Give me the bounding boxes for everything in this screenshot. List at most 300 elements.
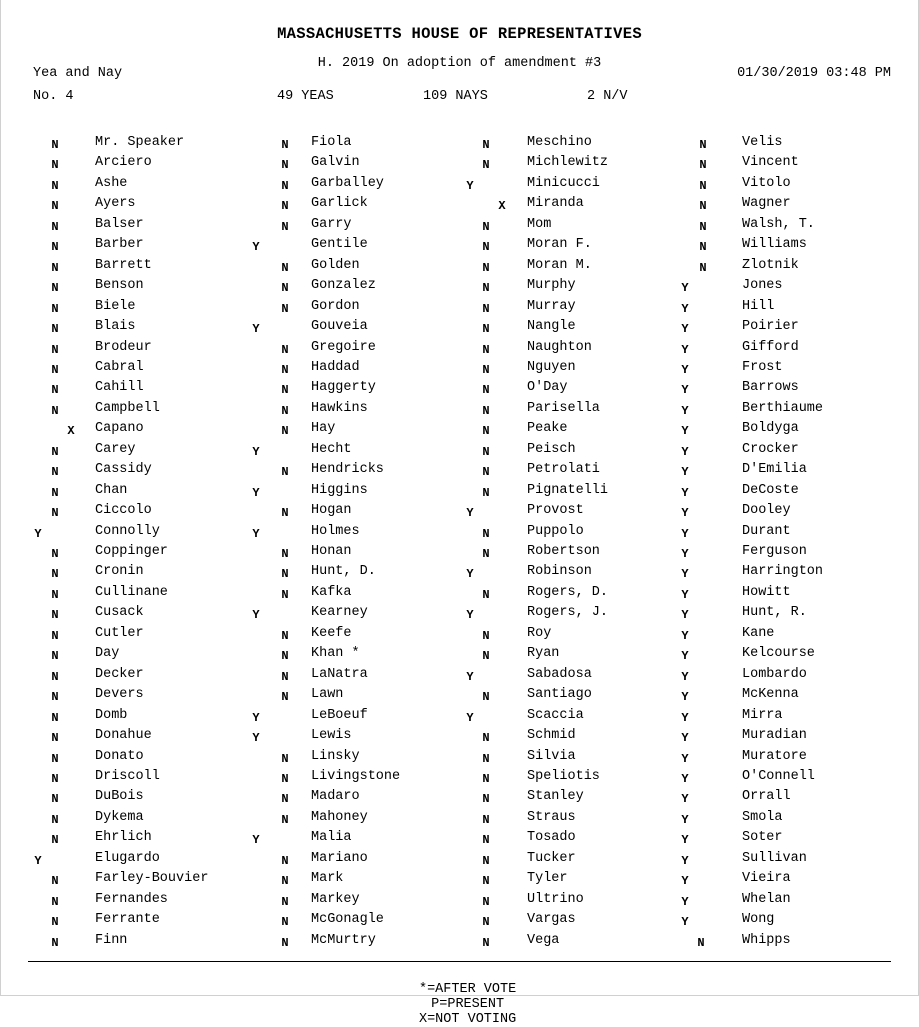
roster-row <box>680 237 895 257</box>
vote-mark: N <box>281 547 289 561</box>
member-name: Domb <box>95 707 128 723</box>
vote-mark: N <box>482 628 490 643</box>
vote-mark: N <box>51 362 59 377</box>
member-name: Kelcourse <box>742 646 815 662</box>
roster-row <box>249 340 464 360</box>
roster-row <box>465 789 680 809</box>
roster-row <box>465 319 680 339</box>
member-name: Harrington <box>742 564 824 580</box>
roster-row <box>249 483 464 503</box>
vote-mark: N <box>51 260 59 275</box>
vote-mark: Y <box>681 649 689 664</box>
vote-mark: N <box>281 342 289 357</box>
member-name: Elugardo <box>95 850 160 866</box>
vote-mark: N <box>51 731 59 746</box>
member-name: Honan <box>311 544 352 559</box>
roster-row <box>249 769 464 789</box>
vote-mark: N <box>51 894 59 909</box>
roster-row <box>33 626 248 646</box>
roster-row <box>33 830 248 850</box>
vote-mark: N <box>51 485 59 500</box>
roll-call-number: No. 4 <box>33 89 74 104</box>
member-name: Finn <box>95 932 128 948</box>
vote-mark: Y <box>252 608 260 623</box>
vote-mark: N <box>699 158 707 173</box>
vote-mark: N <box>482 362 490 377</box>
member-name: Boldyga <box>742 421 799 437</box>
roster-row <box>249 176 464 196</box>
roster-row <box>465 708 680 728</box>
vote-mark: N <box>281 853 289 868</box>
vote-mark: N <box>51 403 59 418</box>
roster-row <box>249 217 464 237</box>
roster-row <box>465 421 680 441</box>
roster-row <box>33 176 248 196</box>
vote-mark: X <box>67 424 75 439</box>
roster-row <box>249 851 464 871</box>
member-name: Driscoll <box>95 768 160 784</box>
vote-mark: Y <box>681 710 689 725</box>
roster-row <box>465 483 680 503</box>
member-name: Hunt, R. <box>742 605 807 621</box>
roster-row <box>33 155 248 175</box>
member-name: Brodeur <box>95 339 152 355</box>
vote-mark: N <box>482 219 490 234</box>
vote-mark: Y <box>466 506 474 521</box>
roster-row <box>465 217 680 237</box>
roster-row <box>465 237 680 257</box>
vote-mark: N <box>482 485 490 500</box>
vote-mark: N <box>482 424 490 439</box>
vote-mark: N <box>281 465 289 480</box>
vote-mark: N <box>482 322 490 337</box>
member-name: Walsh, T. <box>742 216 815 232</box>
member-name: Puppolo <box>527 523 584 539</box>
member-name: Petrolati <box>527 462 600 478</box>
vote-mark: Y <box>681 567 689 582</box>
member-name: Donahue <box>95 728 152 744</box>
vote-mark: N <box>51 178 59 193</box>
member-name: Cusack <box>95 605 144 621</box>
vote-mark: N <box>281 158 289 173</box>
member-name: O'Connell <box>742 768 815 784</box>
member-name: Soter <box>742 830 783 846</box>
member-name: Mirra <box>742 707 783 723</box>
roster-row <box>680 708 895 728</box>
member-name: Lawn <box>311 687 344 703</box>
member-name: Vincent <box>742 155 799 171</box>
vote-mark: Y <box>681 833 689 848</box>
page-title: MASSACHUSETTS HOUSE OF REPRESENTATIVES <box>277 25 642 43</box>
member-name: Whipps <box>742 932 791 948</box>
vote-mark: N <box>51 628 59 643</box>
vote-mark: Y <box>466 669 474 684</box>
member-name: Naughton <box>527 339 592 355</box>
roster-row <box>33 299 248 319</box>
member-name: Pignatelli <box>527 482 609 498</box>
member-name: Muratore <box>742 748 807 764</box>
vote-mark: Y <box>466 567 474 582</box>
member-name: Farley-Bouvier <box>95 871 209 887</box>
vote-mark: N <box>482 547 490 561</box>
vote-mark: N <box>699 199 707 214</box>
vote-mark: N <box>482 526 490 541</box>
vote-mark: Y <box>681 506 689 521</box>
member-name: Carey <box>95 441 136 457</box>
vote-mark: N <box>51 567 59 582</box>
roster-row <box>33 687 248 707</box>
roster-row <box>465 646 680 666</box>
member-name: Miranda <box>527 196 584 212</box>
roster-row <box>33 360 248 380</box>
vote-mark: N <box>281 403 289 418</box>
roster-row <box>680 912 895 932</box>
member-name: Fernandes <box>95 891 168 907</box>
member-name: Tyler <box>527 871 568 887</box>
roster-row <box>465 687 680 707</box>
member-name: Hill <box>742 298 775 314</box>
member-name: Donato <box>95 748 144 764</box>
roster-row <box>33 340 248 360</box>
member-name: Lombardo <box>742 666 807 682</box>
member-name: Roy <box>527 625 552 641</box>
member-name: Livingstone <box>311 768 401 784</box>
vote-mark: Y <box>252 710 260 725</box>
vote-mark: Y <box>681 362 689 377</box>
member-name: Tosado <box>527 830 576 846</box>
member-name: Silvia <box>527 748 576 764</box>
roster-row <box>33 196 248 216</box>
vote-mark: N <box>51 219 59 234</box>
vote-mark: Y <box>681 322 689 337</box>
vote-mark: N <box>281 649 289 664</box>
member-name: Stanley <box>527 789 584 805</box>
roster-row <box>680 789 895 809</box>
roster-row <box>465 810 680 830</box>
member-name: Coppinger <box>95 544 168 559</box>
member-name: Durant <box>742 523 791 539</box>
vote-mark: N <box>482 587 490 602</box>
member-name: Holmes <box>311 523 360 539</box>
member-name: Wong <box>742 912 775 928</box>
roster-row <box>680 544 895 564</box>
roster-row <box>33 380 248 400</box>
vote-mark: N <box>51 710 59 725</box>
member-name: McGonagle <box>311 912 384 928</box>
vote-mark: N <box>281 424 289 439</box>
member-name: Gregoire <box>311 339 376 355</box>
vote-mark: N <box>281 628 289 643</box>
roster-row <box>33 667 248 687</box>
vote-mark: Y <box>681 342 689 357</box>
roster-row <box>249 299 464 319</box>
roster-row <box>465 462 680 482</box>
roster-row <box>465 749 680 769</box>
roster-row <box>33 851 248 871</box>
roster-row <box>249 892 464 912</box>
member-name: Nguyen <box>527 359 576 375</box>
vote-mark: N <box>281 915 289 930</box>
vote-mark: N <box>51 506 59 521</box>
member-name: Chan <box>95 482 128 498</box>
vote-mark: N <box>281 812 289 827</box>
roster-row <box>249 278 464 298</box>
roster-row <box>249 442 464 462</box>
roster-row <box>680 524 895 544</box>
roster-row <box>249 380 464 400</box>
member-name: Barrett <box>95 257 152 273</box>
vote-mark: Y <box>34 526 42 541</box>
vote-mark: N <box>51 751 59 766</box>
member-name: Ayers <box>95 196 136 212</box>
member-name: Parisella <box>527 400 600 416</box>
vote-mark: N <box>699 138 707 152</box>
vote-mark: Y <box>252 526 260 541</box>
roster-row <box>680 769 895 789</box>
member-name: McMurtry <box>311 932 376 948</box>
member-name: Galvin <box>311 155 360 171</box>
member-name: Minicucci <box>527 175 600 191</box>
member-name: Ashe <box>95 175 128 191</box>
member-name: Schmid <box>527 728 576 744</box>
member-name: Ciccolo <box>95 503 152 519</box>
roster-row <box>249 687 464 707</box>
roster-row <box>249 421 464 441</box>
roster-row <box>33 585 248 605</box>
vote-mark: N <box>51 465 59 480</box>
vote-mark: N <box>51 383 59 398</box>
member-name: Scaccia <box>527 707 584 723</box>
vote-mark: N <box>281 792 289 807</box>
member-name: Berthiaume <box>742 400 824 416</box>
roster-row <box>465 135 680 155</box>
vote-mark: Y <box>681 690 689 705</box>
legend-not-voting: X=NOT VOTING <box>418 1012 517 1027</box>
vote-mark: N <box>51 199 59 214</box>
roster-row <box>33 442 248 462</box>
vote-mark: N <box>482 342 490 357</box>
member-name: Mahoney <box>311 809 368 825</box>
roster-row <box>33 544 248 564</box>
vote-mark: N <box>482 731 490 746</box>
member-name: Garry <box>311 216 352 232</box>
member-name: Poirier <box>742 319 799 335</box>
member-name: Campbell <box>95 400 160 416</box>
member-name: Cronin <box>95 564 144 580</box>
roster-row <box>680 667 895 687</box>
member-name: Orrall <box>742 789 791 805</box>
roster-row <box>680 176 895 196</box>
member-name: Cabral <box>95 359 144 375</box>
member-name: Ehrlich <box>95 830 152 846</box>
member-name: Mr. Speaker <box>95 135 185 150</box>
vote-mark: N <box>281 362 289 377</box>
vote-datetime: 01/30/2019 03:48 PM <box>737 66 891 81</box>
vote-mark: N <box>482 301 490 316</box>
vote-mark: N <box>281 771 289 786</box>
member-name: Vega <box>527 932 560 948</box>
vote-mark: N <box>51 444 59 459</box>
vote-mark: Y <box>681 301 689 316</box>
roster-row <box>680 380 895 400</box>
vote-mark: Y <box>681 894 689 909</box>
roster-row <box>33 564 248 584</box>
roster-row <box>680 278 895 298</box>
vote-mark: N <box>51 158 59 173</box>
roster-row <box>465 340 680 360</box>
vote-mark: N <box>482 690 490 705</box>
roster-row <box>33 258 248 278</box>
vote-mark: N <box>51 322 59 337</box>
vote-mark: Y <box>681 751 689 766</box>
vote-mark: N <box>482 751 490 766</box>
vote-mark: N <box>699 219 707 234</box>
vote-mark: N <box>482 894 490 909</box>
roster-row <box>249 871 464 891</box>
member-name: Gonzalez <box>311 278 376 294</box>
vote-mark: N <box>281 199 289 214</box>
vote-mark: N <box>482 158 490 173</box>
vote-mark: N <box>482 792 490 807</box>
roster-row <box>465 585 680 605</box>
member-name: Hawkins <box>311 400 368 416</box>
vote-mark: N <box>281 894 289 909</box>
roster-row <box>680 217 895 237</box>
roster-row <box>249 360 464 380</box>
roster-row <box>249 912 464 932</box>
roster-row <box>249 933 464 953</box>
member-name: Sullivan <box>742 850 807 866</box>
member-name: Capano <box>95 421 144 437</box>
vote-mark: N <box>699 260 707 275</box>
member-name: O'Day <box>527 380 568 396</box>
vote-kind: Yea and Nay <box>33 66 123 81</box>
roster-row <box>249 728 464 748</box>
member-name: Frost <box>742 359 783 375</box>
vote-mark: Y <box>252 444 260 459</box>
vote-mark: N <box>482 812 490 827</box>
roster-row <box>249 646 464 666</box>
roster-row <box>33 462 248 482</box>
member-name: Cutler <box>95 625 144 641</box>
roster-row <box>33 524 248 544</box>
vote-mark: N <box>51 771 59 786</box>
vote-mark: N <box>482 403 490 418</box>
roster-row <box>249 605 464 625</box>
vote-mark: Y <box>681 812 689 827</box>
vote-mark: N <box>51 792 59 807</box>
member-name: Dooley <box>742 503 791 519</box>
vote-mark: N <box>281 281 289 296</box>
member-name: Vargas <box>527 912 576 928</box>
vote-mark: N <box>697 935 705 950</box>
member-name: Cullinane <box>95 584 168 600</box>
vote-mark: N <box>51 669 59 684</box>
member-name: Fiola <box>311 135 352 150</box>
roster-row <box>680 401 895 421</box>
roster-row <box>33 789 248 809</box>
roster-row <box>465 728 680 748</box>
roster-row <box>680 360 895 380</box>
vote-mark: N <box>699 240 707 255</box>
not-voting-count: 2 N/V <box>587 89 628 104</box>
member-name: Howitt <box>742 584 791 600</box>
legend-present: P=PRESENT <box>431 997 505 1012</box>
roster-row <box>249 503 464 523</box>
roster-row <box>249 155 464 175</box>
member-name: Haddad <box>311 359 360 375</box>
roster-row <box>680 585 895 605</box>
member-name: Nangle <box>527 319 576 335</box>
roster-row <box>680 421 895 441</box>
roster-row <box>680 196 895 216</box>
roster-row <box>680 626 895 646</box>
roster-row <box>33 810 248 830</box>
roster-row <box>680 462 895 482</box>
vote-mark: X <box>498 199 506 214</box>
vote-mark: Y <box>681 587 689 602</box>
roster-row <box>33 503 248 523</box>
vote-mark: N <box>281 383 289 398</box>
vote-mark: N <box>51 587 59 602</box>
roster-row <box>249 135 464 155</box>
vote-mark: Y <box>681 444 689 459</box>
roster-row <box>249 810 464 830</box>
member-name: Crocker <box>742 441 799 457</box>
roster-row <box>465 667 680 687</box>
vote-mark: N <box>281 301 289 316</box>
roster-row <box>465 830 680 850</box>
vote-mark: N <box>482 915 490 930</box>
member-name: Haggerty <box>311 380 376 396</box>
roster-row <box>680 483 895 503</box>
roster-row <box>465 912 680 932</box>
member-name: Mark <box>311 871 344 887</box>
roster-row <box>680 503 895 523</box>
roster-row <box>680 299 895 319</box>
vote-mark: N <box>51 833 59 848</box>
nays-count: 109 NAYS <box>423 89 488 104</box>
roster-row <box>249 258 464 278</box>
vote-mark: Y <box>466 608 474 623</box>
roster-row <box>680 933 895 953</box>
vote-mark: N <box>51 301 59 316</box>
vote-mark: N <box>281 506 289 521</box>
vote-mark: N <box>281 874 289 889</box>
member-name: Mom <box>527 216 552 232</box>
roster-row <box>33 728 248 748</box>
member-name: Kearney <box>311 605 368 621</box>
roster-row <box>680 687 895 707</box>
roster-row <box>249 626 464 646</box>
roster-row <box>249 667 464 687</box>
member-name: Madaro <box>311 789 360 805</box>
roster-row <box>680 605 895 625</box>
roster-row <box>33 483 248 503</box>
vote-mark: N <box>281 219 289 234</box>
roster-row <box>33 708 248 728</box>
vote-mark: N <box>482 874 490 889</box>
member-name: DeCoste <box>742 482 799 498</box>
member-name: LaNatra <box>311 666 368 682</box>
member-name: Ferguson <box>742 544 807 559</box>
roster-row <box>680 564 895 584</box>
roster-row <box>465 380 680 400</box>
roster-row <box>680 830 895 850</box>
roster-row <box>33 278 248 298</box>
member-name: DuBois <box>95 789 144 805</box>
vote-mark: Y <box>252 322 260 337</box>
